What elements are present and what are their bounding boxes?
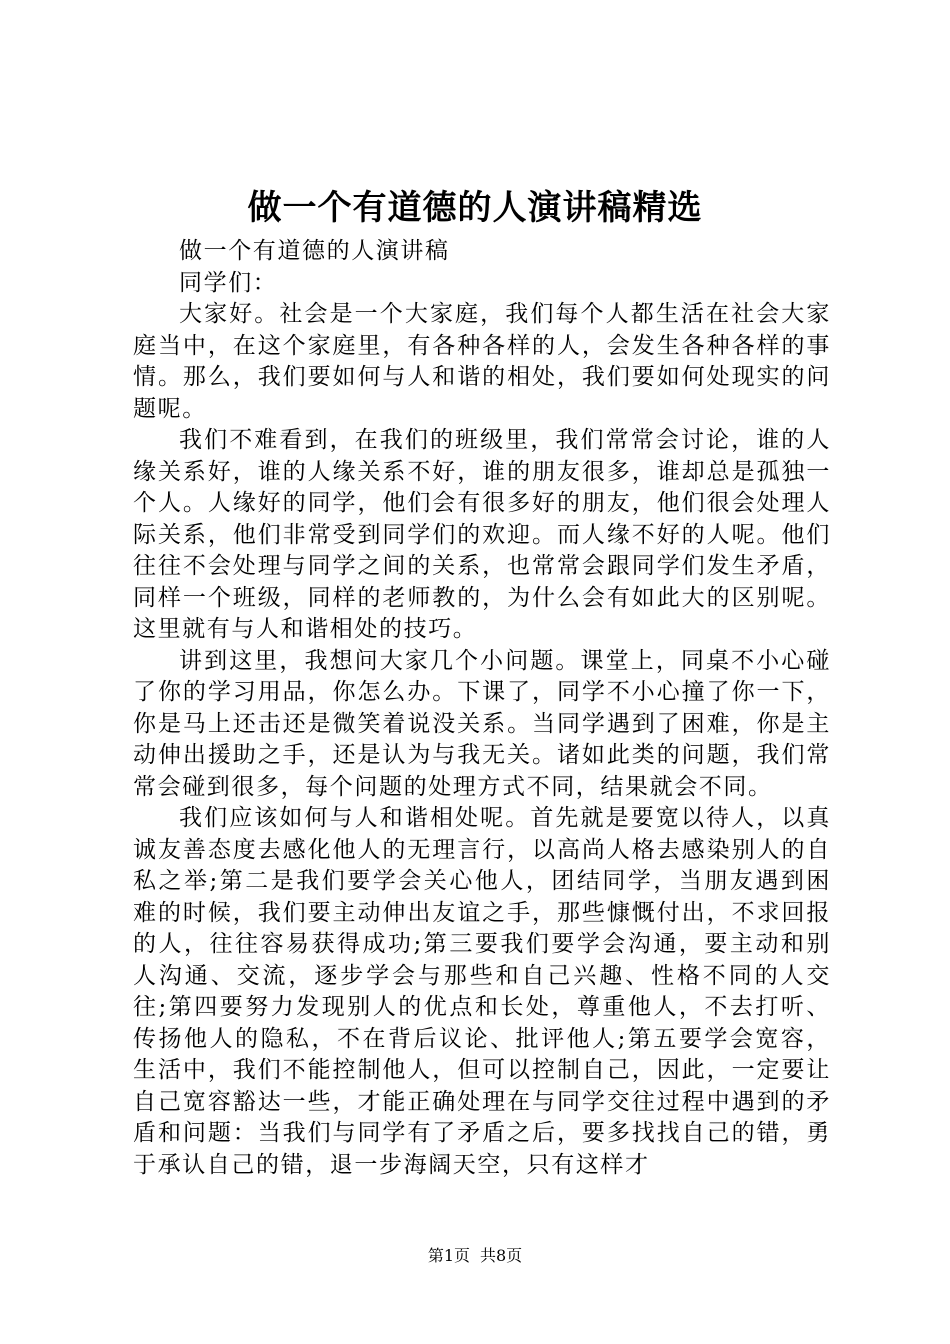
page-total: 共8页 (480, 1246, 523, 1265)
subtitle-paragraph: 做一个有道德的人演讲稿 (179, 238, 450, 264)
salutation-paragraph: 同学们： (179, 269, 278, 296)
body-paragraph: 我们不难看到，在我们的班级里，我们常常会讨论，谁的人缘关系好，谁的人缘关系不好，谁的朋友很多，谁却总是孤独一个人。人缘好的同学，他们会有很多好的朋友，他们很会处理人际关系，他们非常受到同学们的欢迎。而人缘不好的人呢。他们往往不会处理与同学之间的关系，也常常会跟同学们发生矛盾，同样一个班级，同样的老师教的，为什么会有如此大的区别呢。这里就有与人和谐相处的技巧。 (133, 427, 831, 642)
page-footer (0, 1245, 950, 1267)
document-body (133, 236, 831, 1181)
body-paragraph: 讲到这里，我想问大家几个小问题。课堂上，同桌不小心碰了你的学习用品，你怎么办。下课了，同学不小心撞了你一下，你是马上还击还是微笑着说没关系。当同学遇到了困难，你是主动伸出援助之手，还是认为与我无关。诸如此类的问题，我们常常会碰到很多，每个问题的处理方式不同，结果就会不同。 (133, 647, 831, 800)
page-number: 第1页 (427, 1246, 470, 1265)
body-paragraph: 大家好。社会是一个大家庭，我们每个人都生活在社会大家庭当中，在这个家庭里，有各种各样的人，会发生各种各样的事情。那么，我们要如何与人和谐的相处，我们要如何处现实的问题呢。 (133, 301, 831, 422)
document-title: 做一个有道德的人演讲稿精选 (247, 188, 703, 228)
body-paragraph: 我们应该如何与人和谐相处呢。首先就是要宽以待人，以真诚友善态度去感化他人的无理言行，以高尚人格去感染别人的自私之举;第二是我们要学会关心他人，团结同学，当朋友遇到困难的时候，我们要主动伸出友谊之手，那些慷慨付出，不求回报的人，往往容易获得成功;第三要我们要学会沟通，要主动和别人沟通、交流，逐步学会与那些和自己兴趣、性格不同的人交往;第四要努力发现别人的优点和长处，尊重他人，不去打听、传扬他人的隐私，不在背后议论、批评他人;第五要学会宽容，生活中，我们不能控制他人，但可以控制自己，因此，一定要让自己宽容豁达一些，才能正确处理在与同学交往过程中遇到的矛盾和问题：当我们与同学有了矛盾之后，要多找找自己的错，勇于承认自己的错，退一步海阔天空，只有这样才 (133, 805, 831, 1178)
